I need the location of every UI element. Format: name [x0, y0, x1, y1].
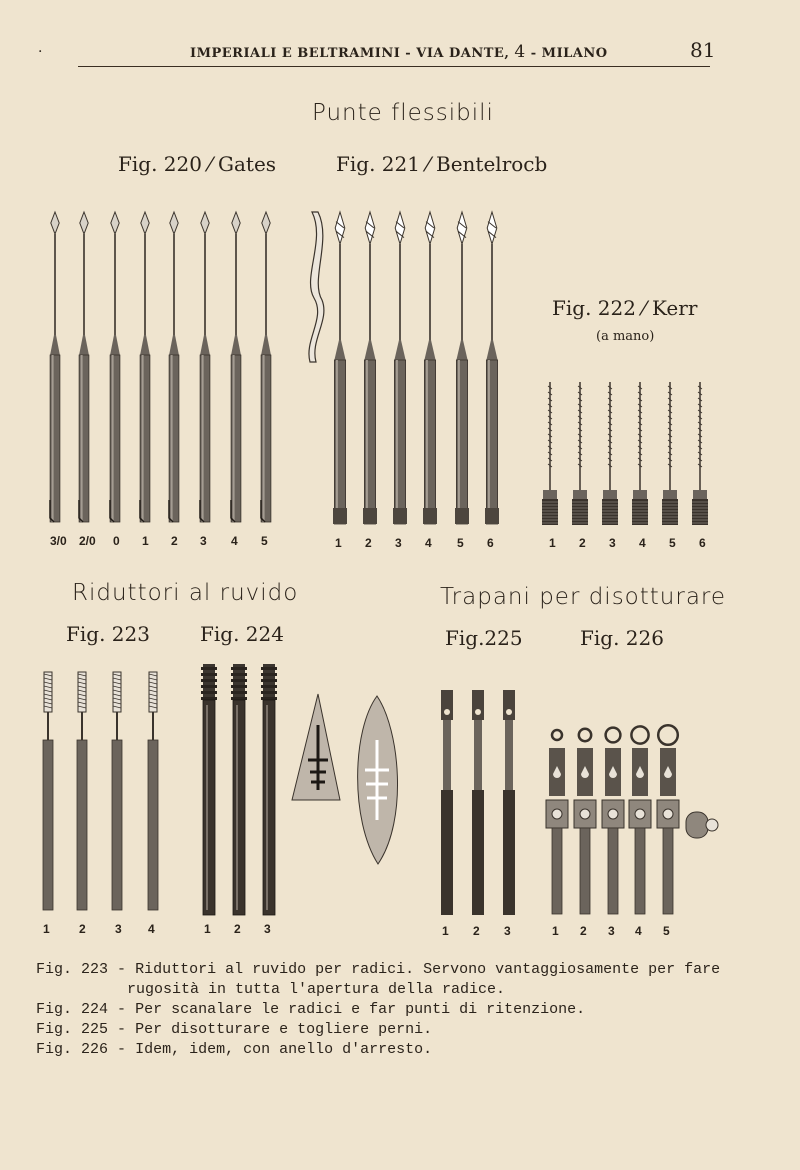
header-number: 4 — [514, 42, 526, 62]
kerr-index: 2 — [579, 536, 586, 550]
caption-text: Idem, idem, con anello d'arresto. — [135, 1041, 433, 1058]
fig-224-label: Fig. 224 — [200, 622, 284, 646]
bentelrocb-drills-illustration — [309, 212, 499, 524]
fig-223-label: Fig. 223 — [66, 622, 150, 646]
fig-224-instrument — [201, 664, 217, 915]
fig-226-label: Fig. 226 — [580, 626, 664, 650]
caption-sep: - — [117, 961, 127, 978]
caption-sep: - — [117, 1021, 127, 1038]
caption-fig: Fig. 226 — [36, 1041, 109, 1058]
kerr-index: 3 — [609, 536, 616, 550]
f224-index: 1 — [204, 922, 211, 936]
cone-left — [292, 694, 340, 800]
fig-222-sub: (a mano) — [596, 329, 655, 344]
caption-sep: - — [117, 1001, 127, 1018]
riduttore — [148, 672, 158, 910]
fig-224-illustration — [201, 664, 277, 915]
gates-drill — [200, 212, 210, 522]
gates-drill — [50, 212, 60, 522]
kerr-index: 1 — [549, 536, 556, 550]
gates-drill — [169, 212, 179, 522]
bentel-index: 6 — [487, 536, 494, 550]
fig-226-instrument — [629, 726, 651, 914]
bentel-index: 1 — [335, 536, 342, 550]
header-dot: · — [38, 44, 43, 60]
caption-226 — [36, 1040, 720, 1060]
caption-fig: Fig. 225 — [36, 1021, 109, 1038]
bentel-drill — [486, 212, 497, 524]
cone-diagram-illustration — [292, 694, 398, 864]
bentel-drill-end — [485, 508, 499, 524]
page-number: 81 — [690, 38, 716, 62]
bentel-index: 2 — [365, 536, 372, 550]
kerr-file — [572, 382, 588, 525]
fig-220-label: Fig. 220 ⁄ Gates — [118, 152, 277, 176]
kerr-file — [632, 382, 648, 525]
bentel-index: 3 — [395, 536, 402, 550]
fig-226-illustration — [546, 725, 718, 914]
f226-index: 3 — [608, 924, 615, 938]
bentel-drill — [456, 212, 467, 524]
kerr-file — [602, 382, 618, 525]
f224-index: 3 — [264, 922, 271, 936]
fig-225-instrument — [441, 690, 453, 915]
fig-226-instrument — [657, 725, 679, 914]
kerr-file — [662, 382, 678, 525]
f225-index: 2 — [473, 924, 480, 938]
kerr-index: 5 — [669, 536, 676, 550]
kerr-index: 6 — [699, 536, 706, 550]
bentel-drill — [364, 212, 375, 524]
section-title-trapani: Trapani per disotturare — [440, 584, 727, 610]
fig-226-instrument — [602, 728, 624, 914]
rid-index: 1 — [43, 922, 50, 936]
caption-225 — [36, 1020, 720, 1040]
caption-text: Per scanalare le radici e far punti di ritenzione. — [135, 1001, 586, 1018]
fig-221-label: Fig. 221 ⁄ Bentelrocb — [336, 152, 548, 176]
rid-index: 2 — [79, 922, 86, 936]
f225-index: 3 — [504, 924, 511, 938]
bentel-index: 4 — [425, 536, 432, 550]
bentel-drill-end — [333, 508, 347, 524]
fig-225-instrument — [503, 690, 515, 915]
gates-index: 0 — [113, 534, 120, 548]
riduttore — [112, 672, 122, 910]
bentel-drill — [424, 212, 435, 524]
caption-fig: Fig. 223 — [36, 961, 109, 978]
caption-block — [36, 960, 720, 1060]
f226-index: 1 — [552, 924, 559, 938]
caption-text: Riduttori al ruvido per radici. Servono vantaggiosamente per fare — [135, 961, 721, 978]
bentel-drill — [334, 212, 345, 524]
fig-224-instrument — [261, 664, 277, 915]
kerr-file — [542, 382, 558, 525]
fig-226-ring-hole — [706, 819, 718, 831]
section-title-punte: Punte flessibili — [312, 100, 494, 126]
fig-225-label: Fig.225 — [445, 626, 523, 650]
riduttore — [43, 672, 53, 910]
bentel-drill-end — [363, 508, 377, 524]
bentel-index: 5 — [457, 536, 464, 550]
gates-index: 4 — [231, 534, 238, 548]
fig-222-label: Fig. 222 ⁄ Kerr — [552, 296, 698, 320]
header-text: IMPERIALI E BELTRAMINI - VIA DANTE, — [190, 46, 510, 61]
caption-text: Per disotturare e togliere perni. — [135, 1021, 433, 1038]
gates-drill — [140, 212, 150, 522]
f224-index: 2 — [234, 922, 241, 936]
rid-index: 4 — [148, 922, 155, 936]
bentel-drill — [394, 212, 405, 524]
kerr-index: 4 — [639, 536, 646, 550]
riduttore — [77, 672, 87, 910]
fig-225-illustration — [441, 690, 515, 915]
gates-drills-illustration — [50, 212, 271, 522]
bentel-twisted-tip — [309, 212, 324, 362]
gates-index: 3/0 — [50, 534, 67, 548]
f226-index: 2 — [580, 924, 587, 938]
bentel-drill-end — [393, 508, 407, 524]
f225-index: 1 — [442, 924, 449, 938]
fig-226-instrument — [546, 730, 568, 914]
fig-225-instrument — [472, 690, 484, 915]
fig-226-instrument — [574, 729, 596, 914]
kerr-files-illustration — [542, 382, 708, 525]
kerr-file — [692, 382, 708, 525]
f226-index: 4 — [635, 924, 642, 938]
section-title-riduttori: Riduttori al ruvido — [72, 580, 299, 606]
gates-drill — [261, 212, 271, 522]
gates-index: 1 — [142, 534, 149, 548]
gates-index: 2/0 — [79, 534, 96, 548]
bentel-drill-end — [455, 508, 469, 524]
header-city: - MILANO — [530, 46, 608, 61]
gates-index: 5 — [261, 534, 268, 548]
caption-223-cont: rugosità in tutta l'apertura della radice. — [127, 981, 506, 998]
caption-fig: Fig. 224 — [36, 1001, 109, 1018]
gates-index: 3 — [200, 534, 207, 548]
gates-drill — [231, 212, 241, 522]
rid-index: 3 — [115, 922, 122, 936]
caption-sep: - — [117, 1041, 127, 1058]
f226-index: 5 — [663, 924, 670, 938]
caption-224 — [36, 1000, 720, 1020]
riduttori-illustration — [43, 672, 158, 910]
caption-223 — [36, 960, 720, 980]
gates-index: 2 — [171, 534, 178, 548]
bentel-drill-end — [423, 508, 437, 524]
gates-drill — [110, 212, 120, 522]
fig-226-ring — [686, 812, 708, 838]
fig-224-instrument — [231, 664, 247, 915]
gates-drill — [79, 212, 89, 522]
